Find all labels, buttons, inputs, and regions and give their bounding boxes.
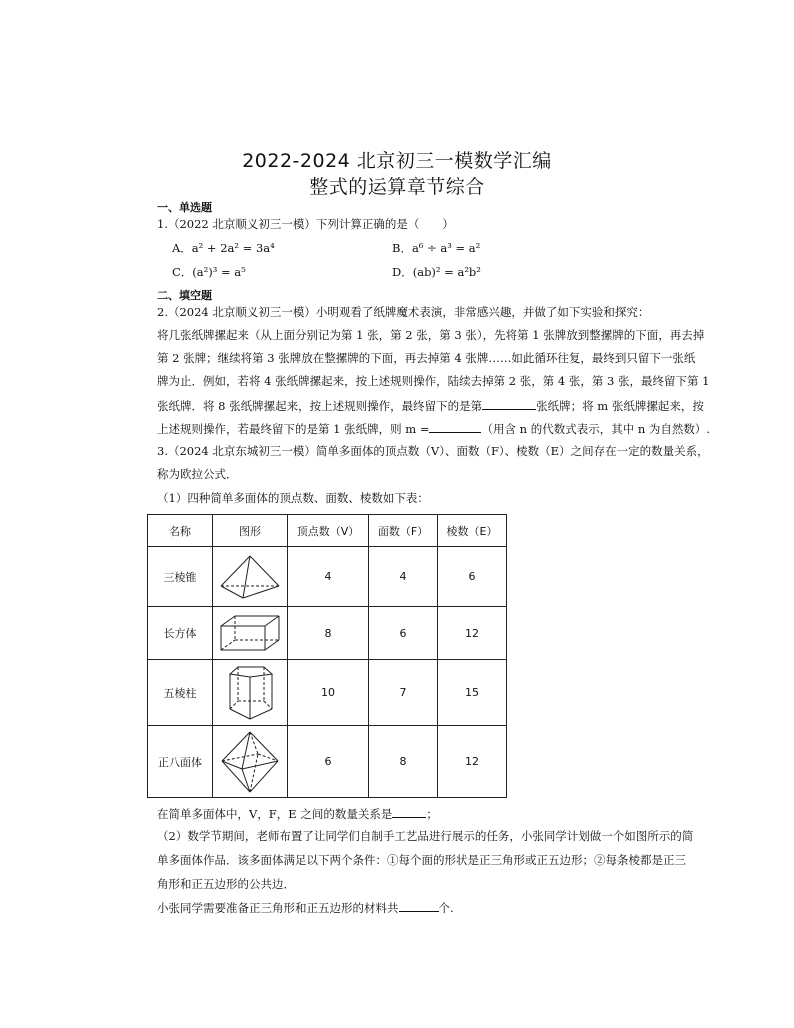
table-row — [148, 726, 507, 798]
row-edges: 15 — [438, 660, 507, 726]
q2-line-5-text-a: 张纸牌．将 8 张纸牌摞起来，按上述规则操作，最终留下的是第 — [157, 399, 483, 413]
q2-line-6 — [157, 420, 717, 437]
q3-line-2: 称为欧拉公式． — [157, 467, 238, 481]
q3-line-1: 3.（2024 北京东城初三一模）简单多面体的顶点数（V）、面数（F）、棱数（E）之间存在一定的数量关系， — [157, 444, 709, 458]
q2-line-2: 将几张纸牌摞起来（从上面分别记为第 1 张，第 2 张，第 3 张），先将第 1 张牌放到整摞牌的下面，再去掉 — [157, 328, 705, 342]
row-faces: 6 — [369, 607, 438, 660]
q3-answer-blank-2[interactable] — [399, 899, 439, 912]
row-edges: 12 — [438, 726, 507, 798]
page-subtitle: 整式的运算章节综合 — [309, 176, 485, 198]
q3-part-2-line-3: 角形和正五边形的公共边． — [157, 877, 295, 891]
table-row — [148, 547, 507, 607]
section-single-choice: 一、单选题 — [157, 201, 212, 214]
row-vertices: 10 — [288, 660, 369, 726]
q2-answer-blank-1[interactable] — [482, 397, 536, 410]
q2-line-3: 第 2 张牌；继续将第 3 张牌放在整摞牌的下面，再去掉第 4 张牌……如此循环往复，最终到只留下一张纸 — [157, 351, 696, 365]
section-fill-blank: 二、填空题 — [157, 289, 212, 302]
q2-line-1: 2.（2024 北京顺义初三一模）小明观看了纸牌魔术表演，非常感兴趣，并做了如下实验和探究： — [157, 305, 650, 319]
page-title: 2022-2024 北京初三一模数学汇编 — [242, 150, 552, 172]
row-faces: 4 — [369, 547, 438, 607]
header-edges: 棱数（E） — [438, 515, 507, 547]
row-name: 三棱锥 — [148, 547, 213, 607]
polyhedra-table — [147, 514, 507, 798]
q3-part-2-line-1: （2）数学节期间，老师布置了让同学们自制手工艺品进行展示的任务，小张同学计划做一个如图所示的简 — [157, 829, 694, 843]
q1-option-d: D．(ab)² = a²b² — [392, 265, 481, 279]
q2-answer-blank-2[interactable] — [429, 420, 481, 433]
q3-part-2-line-2: 单多面体作品．该多面体满足以下两个条件：①每个面的形状是正三角形或正五边形；②每条棱都是正三 — [157, 853, 686, 867]
row-figure — [213, 726, 288, 798]
q3-part-1: （1）四种简单多面体的顶点数、面数、棱数如下表： — [157, 491, 429, 505]
header-vertices: 顶点数（V） — [288, 515, 369, 547]
q3-part-2-text-a: 小张同学需要准备正三角形和正五边形的材料共 — [157, 901, 399, 915]
q3-relation-text-b: ； — [426, 807, 438, 821]
header-name: 名称 — [148, 515, 213, 547]
row-vertices: 8 — [288, 607, 369, 660]
table-header-row — [148, 515, 507, 547]
row-edges: 12 — [438, 607, 507, 660]
header-faces: 面数（F） — [369, 515, 438, 547]
q3-part-2-text-b: 个. — [438, 901, 454, 915]
q1-option-a: A．a² + 2a² = 3a⁴ — [172, 241, 275, 255]
header-figure: 图形 — [213, 515, 288, 547]
q2-line-6-text-a: 上述规则操作，若最终留下的是第 1 张纸牌，则 m = — [157, 422, 430, 436]
q1-option-b: B．a⁶ ÷ a³ = a² — [392, 241, 481, 255]
q1-stem: 1.（2022 北京顺义初三一模）下列计算正确的是（ ） — [157, 217, 454, 231]
q2-line-5-text-b: 张纸牌；将 m 张纸牌摞起来，按 — [536, 399, 704, 413]
triangular-pyramid-figure — [217, 552, 283, 602]
row-figure — [213, 607, 288, 660]
row-faces: 8 — [369, 726, 438, 798]
q1-option-c: C．(a²)³ = a⁵ — [172, 265, 246, 279]
row-figure — [213, 547, 288, 607]
q3-answer-blank-1[interactable] — [392, 805, 426, 818]
octahedron-figure — [218, 729, 282, 795]
row-vertices: 4 — [288, 547, 369, 607]
q2-line-5 — [157, 397, 717, 414]
table-row — [148, 607, 507, 660]
pentagonal-prism-figure — [220, 663, 280, 723]
row-name: 五棱柱 — [148, 660, 213, 726]
row-figure — [213, 660, 288, 726]
q2-line-6-text-b: （用含 n 的代数式表示，其中 n 为自然数）. — [481, 422, 711, 436]
q3-part-2-line-4 — [157, 899, 717, 916]
q3-relation-line — [157, 805, 717, 822]
row-vertices: 6 — [288, 726, 369, 798]
q2-line-4: 牌为止．例如，若将 4 张纸牌摞起来，按上述规则操作，陆续去掉第 2 张，第 4 张，第 3 张，最终留下第 1 — [157, 374, 710, 388]
q3-relation-text-a: 在简单多面体中，V，F，E 之间的数量关系是 — [157, 807, 393, 821]
row-name: 正八面体 — [148, 726, 213, 798]
row-edges: 6 — [438, 547, 507, 607]
row-faces: 7 — [369, 660, 438, 726]
table-row — [148, 660, 507, 726]
row-name: 长方体 — [148, 607, 213, 660]
cuboid-figure — [217, 612, 283, 654]
